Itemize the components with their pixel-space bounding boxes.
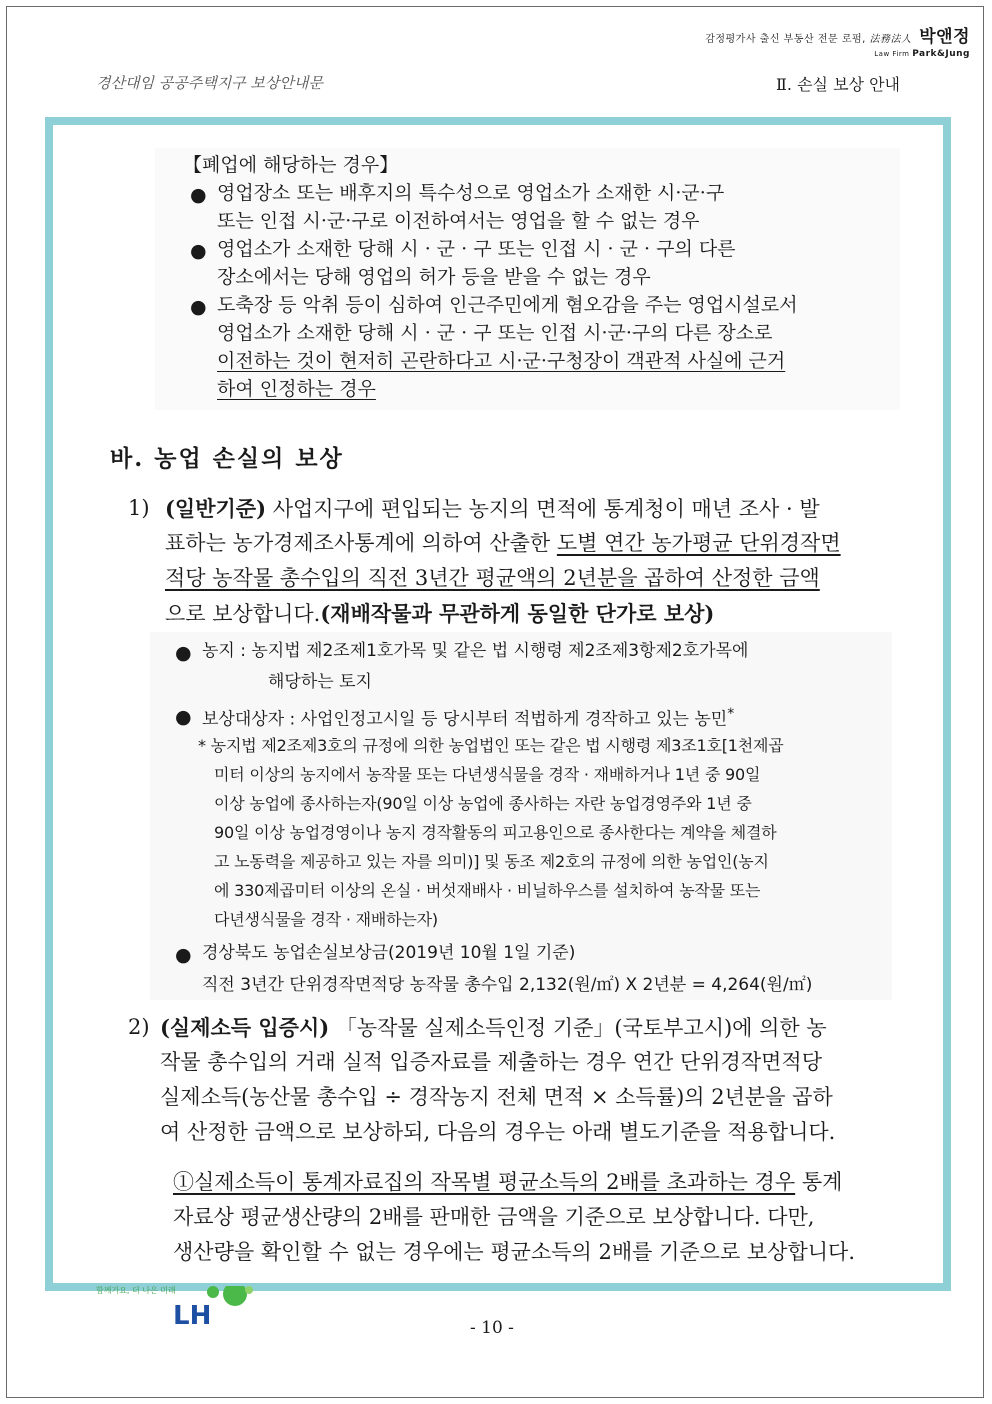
closure-line: 장소에서는 당해 영업의 허가 등을 받을 수 없는 경우 (217, 266, 651, 288)
section-title: Ⅱ. 손실 보상 안내 (776, 75, 900, 94)
item1-label: (일반기준) (165, 496, 267, 521)
section-heading: 바. 농업 손실의 보상 (110, 445, 344, 472)
firm-hanja: 法務法人 (869, 34, 912, 45)
closure-line: 도축장 등 악취 등이 심하여 인근주민에게 혐오감을 주는 영업시설로서 (217, 294, 798, 316)
item2-sub-underlined: ①실제소득이 통계자료집의 작목별 평균소득의 2배를 초과하는 경우 (173, 1170, 796, 1194)
footnote-line: 이상 농업에 종사하는자(90일 이상 농업에 종사하는 자란 농업경영주와 1년 중 (214, 794, 752, 813)
firm-tagline: 감정평가사 출신 부동산 전문 로펌, (705, 34, 866, 45)
lh-logo-text: LH (173, 1301, 212, 1328)
item2-label: (실제소득 입증시) (160, 1015, 330, 1040)
bullet-dot: ● (190, 184, 207, 206)
footnote-line: 고 노동력을 제공하고 있는 자를 의미)] 및 동조 제2호의 규정에 의한 농업인(농지 (214, 852, 769, 871)
firm-sub-name: Park&Jung (912, 49, 970, 59)
eligible-person (202, 707, 734, 729)
item2-sub-line (173, 1172, 842, 1193)
closure-line: 영업소가 소재한 당해 시 · 군 · 구 또는 인접 시·군·구의 다른 장소로 (217, 322, 773, 344)
item1-line: 적당 농작물 총수입의 직전 3년간 평균액의 2년분을 곱하여 산정한 금액 (165, 566, 820, 590)
item1-bold-note: (재배작물과 무관하게 동일한 단가로 보상) (320, 601, 715, 626)
item1-text: 으로 보상합니다. (165, 602, 321, 626)
item2-line: 여 산정한 금액으로 보상하되, 다음의 경우는 아래 별도기준을 적용합니다. (160, 1120, 836, 1144)
firm-subtitle (705, 49, 970, 59)
closure-line: 이전하는 것이 현저히 곤란하다고 시·군·구청장이 객관적 사실에 근거 (217, 350, 786, 372)
footnote-line: 미터 이상의 농지에서 농작물 또는 다년생식물을 경작 · 재배하거나 1년 중 90일 (214, 765, 761, 784)
item2-line: 작물 총수입의 거래 실적 입증자료를 제출하는 경우 연간 단위경작면적당 (160, 1050, 822, 1074)
bullet-dot: ● (175, 944, 192, 966)
item2-sub-text: 통계 (801, 1170, 843, 1194)
lh-logo-dot (245, 1286, 253, 1294)
closure-title: 【폐업에 해당하는 경우】 (183, 154, 399, 176)
closure-line: 영업장소 또는 배후지의 특수성으로 영업소가 소재한 시·군·구 (217, 182, 725, 204)
firm-sub-prefix: Law Firm (874, 50, 910, 58)
closure-line: 하여 인정하는 경우 (217, 378, 376, 400)
item1-text: 표하는 농가경제조사통계에 의하여 산출한 (165, 531, 551, 555)
item1-line (165, 533, 841, 554)
item2-sub-line: 자료상 평균생산량의 2배를 판매한 금액을 기준으로 보상합니다. 다만, (173, 1205, 815, 1229)
document-title: 경산대임 공공주택지구 보상안내문 (96, 74, 323, 92)
eligible-person-text: 보상대상자 : 사업인정고시일 등 당시부터 적법하게 경작하고 있는 농민 (202, 709, 728, 730)
page-number: - 10 - (470, 1318, 514, 1338)
footnote-line: 90일 이상 농업경영이나 농지 경작활동의 피고용인으로 종사한다는 계약을 체결하 (214, 823, 777, 842)
item1-line (165, 498, 820, 520)
farmland-definition: 농지 : 농지법 제2조제1호가목 및 같은 법 시행령 제2조제3항제2호가목에 (202, 641, 749, 661)
bullet-dot: ● (190, 296, 207, 318)
footnote-mark: * (727, 706, 735, 722)
item-number: 2) (128, 1015, 150, 1039)
closure-line: 영업소가 소재한 당해 시 · 군 · 구 또는 인접 시 · 군 · 구의 다른 (217, 238, 736, 260)
bullet-dot: ● (190, 240, 207, 262)
compensation-basis: 경상북도 농업손실보상금(2019년 10월 1일 기준) (202, 943, 576, 963)
item1-text-underlined: 도별 연간 농가평균 단위경작면 (556, 531, 841, 555)
footnote-line: * 농지법 제2조제3호의 규정에 의한 농업법인 또는 같은 법 시행령 제3조1호[1천제곱 (198, 736, 784, 755)
item-number: 1) (128, 496, 150, 520)
item2-line (160, 1017, 827, 1039)
bullet-dot: ● (175, 642, 192, 664)
farmland-definition: 해당하는 토지 (268, 672, 372, 692)
lh-logo-icon (165, 1286, 260, 1328)
lh-logo-dot (207, 1286, 219, 1298)
item2-text: 「농작물 실제소득인정 기준」(국토부고시)에 의한 농 (335, 1016, 827, 1040)
bullet-dot: ● (175, 706, 192, 728)
item1-text: 사업지구에 편입되는 농지의 면적에 통계청이 매년 조사 · 발 (272, 497, 820, 521)
firm-name: 박앤정 (919, 27, 970, 47)
closure-line: 또는 인접 시·군·구로 이전하여서는 영업을 할 수 없는 경우 (217, 210, 700, 232)
lh-slogan: 함께가요, 더 나은 미래 (96, 1286, 176, 1295)
compensation-formula: 직전 3년간 단위경작면적당 농작물 총수입 2,132(원/㎡) X 2년분 = 4,264(원/㎡) (202, 975, 813, 995)
item1-line (165, 603, 714, 625)
footnote-line: 다년생식물을 경작 · 재배하는자) (214, 910, 438, 929)
item2-line: 실제소득(농산물 총수입 ÷ 경작농지 전체 면적 × 소득률)의 2년분을 곱하 (160, 1085, 833, 1109)
firm-header (705, 22, 970, 59)
lh-logo (165, 1286, 260, 1332)
lh-logo-dot (223, 1286, 247, 1306)
footnote-line: 에 330제곱미터 이상의 온실 · 버섯재배사 · 비닐하우스를 설치하여 농작물 또는 (214, 881, 761, 900)
item2-sub-line: 생산량을 확인할 수 없는 경우에는 평균소득의 2배를 기준으로 보상합니다. (173, 1240, 856, 1264)
